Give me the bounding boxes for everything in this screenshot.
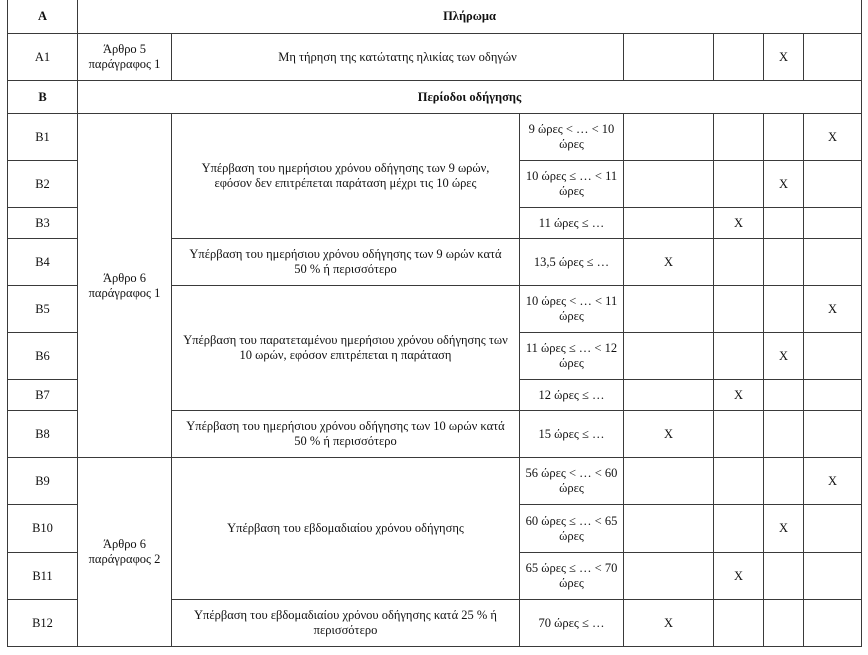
threshold: 56 ώρες < … < 60 ώρες bbox=[520, 458, 624, 505]
mark-cell bbox=[764, 380, 804, 411]
row-code: B8 bbox=[8, 411, 78, 458]
row-code: B12 bbox=[8, 600, 78, 647]
threshold: 11 ώρες ≤ … bbox=[520, 208, 624, 239]
row-code: B9 bbox=[8, 458, 78, 505]
mark-x: X bbox=[764, 333, 804, 380]
threshold: 15 ώρες ≤ … bbox=[520, 411, 624, 458]
mark-cell bbox=[624, 553, 714, 600]
mark-cell bbox=[804, 333, 862, 380]
mark-cell bbox=[714, 286, 764, 333]
mark-cell bbox=[624, 380, 714, 411]
section-code: B bbox=[8, 81, 78, 114]
mark-x: X bbox=[804, 286, 862, 333]
mark-cell bbox=[764, 553, 804, 600]
row-code: B5 bbox=[8, 286, 78, 333]
row-code: B1 bbox=[8, 114, 78, 161]
mark-cell bbox=[714, 34, 764, 81]
threshold: 11 ώρες ≤ … < 12 ώρες bbox=[520, 333, 624, 380]
mark-x: X bbox=[764, 505, 804, 553]
row-code: B2 bbox=[8, 161, 78, 208]
section-title: Πλήρωμα bbox=[78, 0, 862, 34]
mark-x: X bbox=[714, 208, 764, 239]
table-row bbox=[8, 114, 862, 161]
infringement-description: Υπέρβαση του εβδομαδιαίου χρόνου οδήγησης bbox=[172, 458, 520, 600]
mark-cell bbox=[714, 458, 764, 505]
infringement-description: Υπέρβαση του ημερήσιου χρόνου οδήγησης των 9 ωρών, εφόσον δεν επιτρέπεται παράταση μέχρι τις 10 ώρες bbox=[172, 114, 520, 239]
threshold: 9 ώρες < … < 10 ώρες bbox=[520, 114, 624, 161]
mark-cell bbox=[624, 333, 714, 380]
mark-cell bbox=[624, 286, 714, 333]
threshold: 60 ώρες ≤ … < 65 ώρες bbox=[520, 505, 624, 553]
row-code: B4 bbox=[8, 239, 78, 286]
mark-cell bbox=[804, 411, 862, 458]
mark-cell bbox=[804, 208, 862, 239]
mark-cell bbox=[714, 505, 764, 553]
row-code: B10 bbox=[8, 505, 78, 553]
mark-cell bbox=[714, 161, 764, 208]
infringement-description: Υπέρβαση του ημερήσιου χρόνου οδήγησης των 10 ωρών κατά 50 % ή περισσότερο bbox=[172, 411, 520, 458]
section-code: A bbox=[8, 0, 78, 34]
mark-cell bbox=[764, 114, 804, 161]
mark-cell bbox=[624, 208, 714, 239]
mark-cell bbox=[804, 239, 862, 286]
row-code: A1 bbox=[8, 34, 78, 81]
mark-cell bbox=[624, 458, 714, 505]
mark-cell bbox=[714, 411, 764, 458]
mark-cell bbox=[764, 458, 804, 505]
mark-cell bbox=[804, 505, 862, 553]
mark-cell bbox=[764, 600, 804, 647]
mark-cell bbox=[714, 333, 764, 380]
mark-cell bbox=[764, 239, 804, 286]
section-row-a bbox=[8, 0, 862, 34]
table-row bbox=[8, 34, 862, 81]
mark-cell bbox=[764, 286, 804, 333]
infringement-description: Υπέρβαση του ημερήσιου χρόνου οδήγησης των 9 ωρών κατά 50 % ή περισσότερο bbox=[172, 239, 520, 286]
mark-cell bbox=[624, 114, 714, 161]
mark-x: X bbox=[624, 239, 714, 286]
section-row-b bbox=[8, 81, 862, 114]
mark-cell bbox=[804, 553, 862, 600]
mark-cell bbox=[804, 380, 862, 411]
mark-cell bbox=[804, 34, 862, 81]
mark-cell bbox=[804, 600, 862, 647]
mark-cell bbox=[624, 34, 714, 81]
mark-x: X bbox=[624, 600, 714, 647]
table-row bbox=[8, 458, 862, 505]
infringement-description: Μη τήρηση της κατώτατης ηλικίας των οδηγών bbox=[172, 34, 624, 81]
article-reference: Άρθρο 6 παράγραφος 2 bbox=[78, 458, 172, 647]
threshold: 13,5 ώρες ≤ … bbox=[520, 239, 624, 286]
article-reference: Άρθρο 6 παράγραφος 1 bbox=[78, 114, 172, 458]
section-title: Περίοδοι οδήγησης bbox=[78, 81, 862, 114]
row-code: B7 bbox=[8, 380, 78, 411]
row-code: B3 bbox=[8, 208, 78, 239]
threshold: 12 ώρες ≤ … bbox=[520, 380, 624, 411]
mark-cell bbox=[764, 208, 804, 239]
mark-x: X bbox=[804, 458, 862, 505]
mark-x: X bbox=[764, 161, 804, 208]
row-code: B6 bbox=[8, 333, 78, 380]
mark-x: X bbox=[764, 34, 804, 81]
mark-cell bbox=[714, 239, 764, 286]
mark-x: X bbox=[714, 380, 764, 411]
mark-x: X bbox=[804, 114, 862, 161]
row-code: B11 bbox=[8, 553, 78, 600]
mark-cell bbox=[714, 114, 764, 161]
mark-cell bbox=[804, 161, 862, 208]
article-reference: Άρθρο 5 παράγραφος 1 bbox=[78, 34, 172, 81]
mark-x: X bbox=[624, 411, 714, 458]
mark-cell bbox=[624, 505, 714, 553]
mark-x: X bbox=[714, 553, 764, 600]
infringement-description: Υπέρβαση του εβδομαδιαίου χρόνου οδήγησης κατά 25 % ή περισσότερο bbox=[172, 600, 520, 647]
mark-cell bbox=[764, 411, 804, 458]
mark-cell bbox=[624, 161, 714, 208]
infringement-table bbox=[7, 0, 862, 647]
infringement-description: Υπέρβαση του παρατεταμένου ημερήσιου χρόνου οδήγησης των 10 ωρών, εφόσον επιτρέπεται η παράταση bbox=[172, 286, 520, 411]
threshold: 10 ώρες ≤ … < 11 ώρες bbox=[520, 161, 624, 208]
threshold: 65 ώρες ≤ … < 70 ώρες bbox=[520, 553, 624, 600]
threshold: 70 ώρες ≤ … bbox=[520, 600, 624, 647]
threshold: 10 ώρες < … < 11 ώρες bbox=[520, 286, 624, 333]
mark-cell bbox=[714, 600, 764, 647]
